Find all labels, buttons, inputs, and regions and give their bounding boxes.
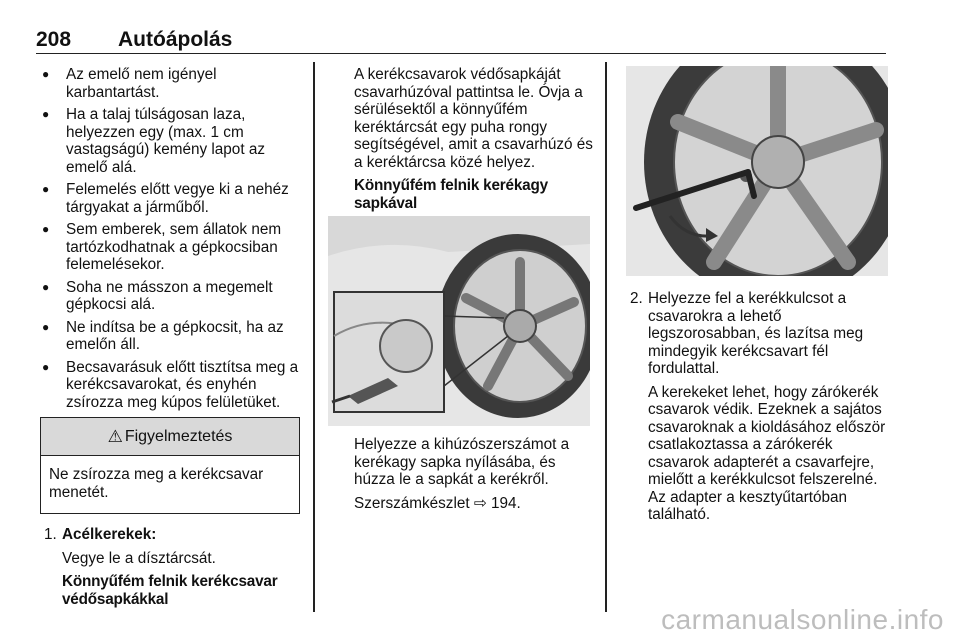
figure-caption: Helyezze a kihúzószerszámot a kerékagy sapka nyílásába, és húzza le a sapkát a kerékről. [354, 436, 570, 488]
step-title: Acélkerekek: [62, 526, 157, 543]
column-1 [40, 66, 300, 608]
list-item: ● Becsavarásuk előtt tisztítsa meg a kerékcsavarokat, és enyhén zsírozza meg kúpos felületüket. [40, 359, 300, 412]
subheading: Könnyűfém felnik kerékcsavar védősapkákkal [62, 573, 278, 608]
watermark: carmanualsonline.info [661, 604, 944, 635]
step-text: Vegye le a dísztárcsát. [62, 549, 216, 567]
warning-box [40, 417, 300, 514]
page-title: Autóápolás [118, 28, 233, 51]
list-item: ● Soha ne másszon a megemelt gépkocsi alá. [40, 279, 300, 314]
list-item: ● Sem emberek, sem állatok nem tartózkodhatnak a gépkocsiban felemelésekor. [40, 221, 300, 274]
page-reference-arrow-icon: ⇨ [473, 494, 491, 512]
column-divider-2 [605, 62, 607, 612]
list-item: ● Felemelés előtt vegye ki a nehéz tárgyakat a járműből. [40, 181, 300, 216]
column-3 [626, 66, 888, 530]
step-paragraph: A kerekeket lehet, hogy zárókerék csavarok védik. Ezeknek a sajátos csavaroknak a kioldásához először csatlakoztassa a zárókerék csavarok adapterét a csavarfejre, mielőtt a kerékkulcsot felszerelné. Az adapter a kesztyűtartóban található. [648, 383, 886, 523]
list-item: ● Az emelő nem igényel karbantartást. [40, 66, 300, 101]
step-text: Helyezze fel a kerékkulcsot a csavarokra a lehető legszorosabban, és lazítsa meg mindegyik kerékcsavart fél fordulattal. [648, 290, 864, 377]
warning-title: Figyelmeztetés [124, 427, 233, 445]
page-header [36, 28, 886, 54]
page-number: 208 [36, 28, 72, 51]
hub-cap-removal-illustration [328, 216, 590, 426]
warning-triangle-icon: ⚠ [107, 426, 123, 446]
list-item: ● Ha a talaj túlságosan laza, helyezzen egy (max. 1 cm vastagságú) kemény lapot az emelő alá. [40, 106, 300, 176]
column-2 [354, 66, 594, 518]
warning-header [41, 418, 299, 456]
toolkit-reference: Szerszámkészlet ⇨ 194. [354, 494, 521, 512]
list-item: ● Ne indítsa be a gépkocsit, ha az emelőn áll. [40, 319, 300, 354]
step-number: 1. [44, 526, 57, 543]
step-1 [40, 526, 300, 608]
warning-text: Ne zsírozza meg a kerékcsavar menetét. [49, 466, 264, 501]
bullet-list [40, 66, 300, 411]
column-divider-1 [313, 62, 315, 612]
step-2 [626, 290, 888, 524]
subheading: Könnyűfém felnik kerékagy sapkával [354, 177, 548, 212]
paragraph: A kerékcsavarok védősapkáját csavarhúzóval pattintsa le. Óvja a sérülésektől a könnyűfém keréktárcsát egy puha rongy segítségével, amit a csavarhúzó és a keréktárcsa közé helyez. [354, 66, 593, 171]
wheel-wrench-illustration [626, 66, 888, 276]
step-number: 2. [630, 290, 643, 307]
